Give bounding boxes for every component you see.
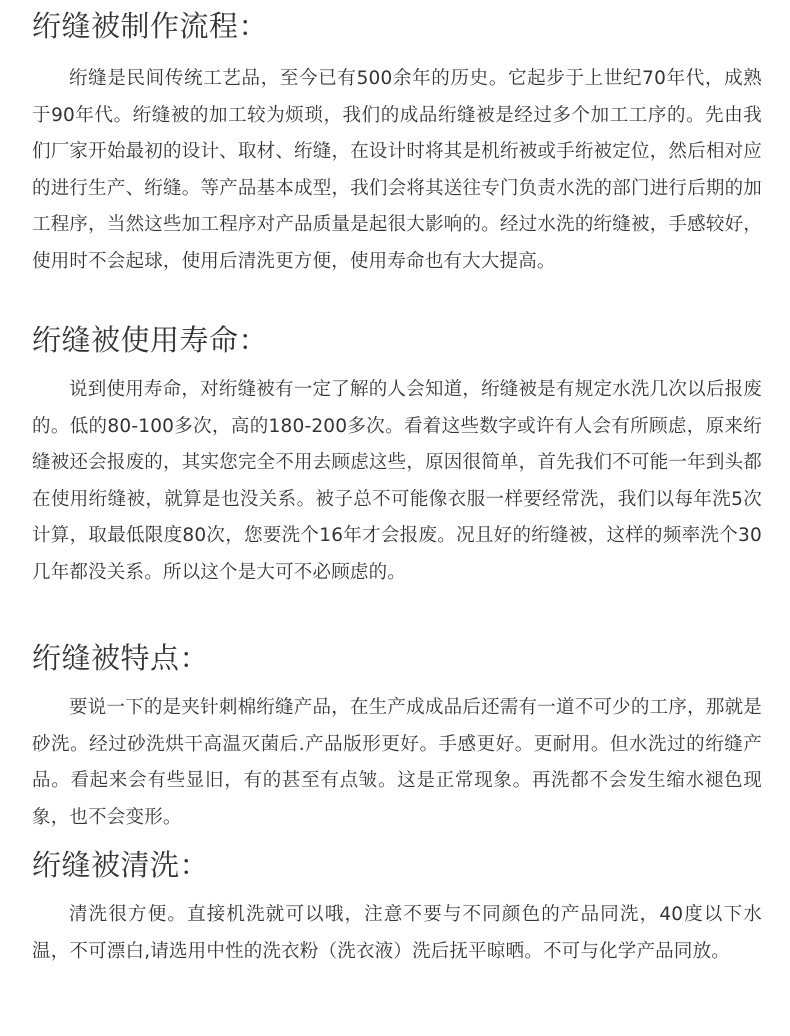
section-features (32, 640, 762, 836)
section-body: 绗缝是民间传统工艺品，至今已有500余年的历史。它起步于上世纪70年代，成熟于90年代。绗缝被的加工较为烦琐，我们的成品绗缝被是经过多个加工工序的。先由我们厂家开始最初的设计、取材、绗缝，在设计时将其是机绗被或手绗被定位，然后相对应的进行生产、绗缝。等产品基本成型，我们会将其送往专门负责水洗的部门进行后期的加工程序，当然这些加工程序对产品质量是起很大影响的。经过水洗的绗缝被，手感较好，使用时不会起球，使用后清洗更方便，使用寿命也有大大提高。 (32, 68, 762, 272)
section-service-life (32, 322, 762, 591)
section-heading: 绗缝被清洗： (32, 848, 210, 882)
section-cleaning (32, 847, 762, 970)
section-body: 清洗很方便。直接机洗就可以哦，注意不要与不同颜色的产品同洗，40度以下水温，不可漂白,请选用中性的洗衣粉（洗衣液）洗后抚平晾晒。不可与化学产品同放。 (32, 904, 762, 962)
section-body: 说到使用寿命，对绗缝被有一定了解的人会知道，绗缝被是有规定水洗几次以后报废的。低的80-100多次，高的180-200多次。看着这些数字或许有人会有所顾虑，原来绗缝被还会报废的，其实您完全不用去顾虑这些，原因很简单，首先我们不可能一年到头都在使用绗缝被，就算是也没关系。被子总不可能像衣服一样要经常洗，我们以每年洗5次计算，取最低限度80次，您要洗个16年才会报废。况且好的绗缝被，这样的频率洗个30几年都没关系。所以这个是大可不必顾虑的。 (32, 379, 762, 583)
section-production-process (32, 8, 762, 280)
section-heading: 绗缝被制作流程： (32, 9, 269, 43)
section-heading: 绗缝被使用寿命： (32, 323, 269, 357)
section-body: 要说一下的是夹针刺棉绗缝产品，在生产成成品后还需有一道不可少的工序，那就是砂洗。经过砂洗烘干高温灭菌后.产品版形更好。手感更好。更耐用。但水洗过的绗缝产品。看起来会有些显旧，有的甚至有点皱。这是正常现象。再洗都不会发生缩水褪色现象，也不会变形。 (32, 697, 762, 828)
section-heading: 绗缝被特点： (32, 641, 210, 675)
